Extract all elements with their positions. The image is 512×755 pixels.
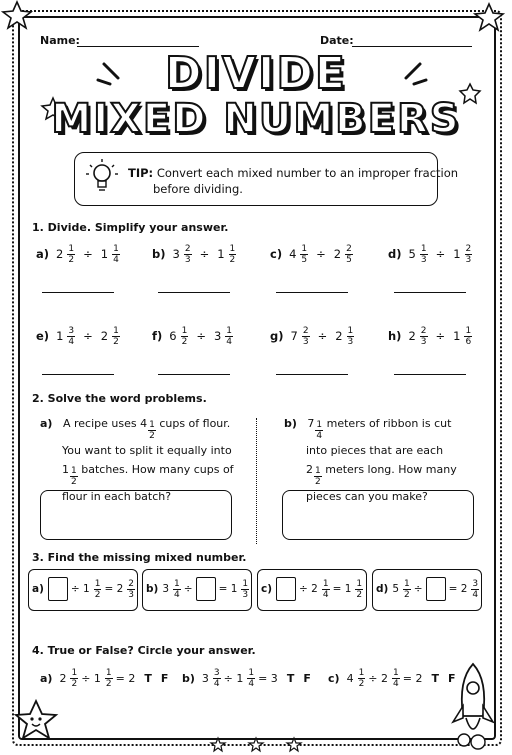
true-false-item: a) 2 $\frac{1}{2}$ ÷ 1 $\frac{1}{2}$ = 2 T F xyxy=(40,667,169,689)
fraction: $\frac{1}{2}$ xyxy=(94,578,101,600)
fraction: $\frac{1}{4}$ xyxy=(393,667,399,689)
fraction: $\frac{2}{3}$ xyxy=(128,578,135,600)
blank-box[interactable] xyxy=(196,577,216,601)
lightbulb-icon xyxy=(84,157,120,199)
answer-box-b[interactable] xyxy=(282,490,474,540)
section4-heading: 4. True or False? Circle your answer. xyxy=(32,644,256,657)
section1-heading: 1. Divide. Simplify your answer. xyxy=(32,221,229,234)
fraction: $\frac{1}{2}$ xyxy=(181,325,188,347)
star-icon xyxy=(2,0,32,30)
fraction: $\frac{1}{4}$ xyxy=(174,578,180,600)
division-problem: g) 7 $\frac{2}{3}$ ÷ 2 $\frac{1}{3}$ xyxy=(270,325,354,347)
fraction: $\frac{1}{2}$ xyxy=(358,667,365,689)
section2-heading: 2. Solve the word problems. xyxy=(32,392,207,405)
answer-line[interactable] xyxy=(276,374,348,375)
section3-heading: 3. Find the missing mixed number. xyxy=(32,551,247,564)
true-option[interactable]: T xyxy=(144,671,152,685)
fraction: $\frac{1}{4}$ xyxy=(248,667,255,689)
true-false-item: c) 4 $\frac{1}{2}$ ÷ 2 $\frac{1}{4}$ = 2 T F xyxy=(328,667,456,689)
fraction: $\frac{2}{3}$ xyxy=(302,325,309,347)
false-option[interactable]: F xyxy=(303,671,311,685)
fraction: $\frac{1}{3}$ xyxy=(242,578,249,600)
fraction: $\frac{1}{2}$ xyxy=(113,325,119,347)
fraction: $\frac{1}{2}$ xyxy=(105,667,112,689)
tip-text-line2: before dividing. xyxy=(153,182,243,196)
division-problem: h) 2 $\frac{2}{3}$ ÷ 1 $\frac{1}{6}$ xyxy=(388,325,472,347)
tip-text-line1: TIP: Convert each mixed number to an improper fraction xyxy=(128,166,459,180)
answer-line[interactable] xyxy=(394,292,466,293)
star-icon xyxy=(474,2,504,32)
fraction: $\frac{1}{4}$ xyxy=(322,578,329,600)
division-problem: a) 2 $\frac{1}{2}$ ÷ 1 $\frac{1}{4}$ xyxy=(36,243,119,265)
fraction: $\frac{1}{2}$ xyxy=(404,578,410,600)
divider xyxy=(256,418,257,544)
date-label: Date: xyxy=(320,34,354,47)
smiling-star-icon xyxy=(14,698,58,742)
answer-box-a[interactable] xyxy=(40,490,232,540)
word-problem-a: a) A recipe uses 4 $\frac{1}{2}$ cups of flour. You want to split it equally into 1 $\frac{1}{2}$ batches. How many cups of flour in each batch? xyxy=(40,417,234,503)
division-problem: b) 3 $\frac{2}{3}$ ÷ 1 $\frac{1}{2}$ xyxy=(152,243,236,265)
name-field[interactable] xyxy=(77,46,199,47)
answer-line[interactable] xyxy=(276,292,348,293)
division-problem: e) 1 $\frac{3}{4}$ ÷ 2 $\frac{1}{2}$ xyxy=(36,325,119,347)
blank-box[interactable] xyxy=(48,577,68,601)
title-line1: DIVIDE xyxy=(165,48,347,99)
missing-number-equation: b) 3 $\frac{1}{4}$ ÷ = 1 $\frac{1}{3}$ xyxy=(146,578,249,600)
answer-line[interactable] xyxy=(42,374,114,375)
fraction: $\frac{1}{2}$ xyxy=(229,243,236,265)
bottom-stars xyxy=(206,736,306,754)
name-label: Name: xyxy=(40,34,80,47)
division-problem: f) 6 $\frac{1}{2}$ ÷ 3 $\frac{1}{4}$ xyxy=(152,325,233,347)
fraction: $\frac{1}{4}$ xyxy=(226,325,233,347)
fraction: $\frac{1}{2}$ xyxy=(71,667,78,689)
missing-number-equation: c) ÷ 2 $\frac{1}{4}$ = 1 $\frac{1}{2}$ xyxy=(261,578,363,600)
missing-number-equation: d) 5 $\frac{1}{2}$ ÷ = 2 $\frac{3}{4}$ xyxy=(376,578,479,600)
rocket-icon xyxy=(448,660,498,752)
false-option[interactable]: F xyxy=(447,671,456,685)
true-option[interactable]: T xyxy=(431,671,439,685)
fraction: $\frac{2}{5}$ xyxy=(346,243,352,265)
fraction: $\frac{2}{3}$ xyxy=(465,243,472,265)
fraction: $\frac{2}{3}$ xyxy=(420,325,427,347)
fraction: $\frac{2}{3}$ xyxy=(184,243,191,265)
blank-box[interactable] xyxy=(276,577,296,601)
missing-number-equation: a) ÷ 1 $\frac{1}{2}$ = 2 $\frac{2}{3}$ xyxy=(32,578,135,600)
fraction: $\frac{3}{4}$ xyxy=(472,578,479,600)
blank-box[interactable] xyxy=(426,577,446,601)
fraction: $\frac{1}{4}$ xyxy=(113,243,119,265)
word-problem-b: b) 7 $\frac{1}{4}$ meters of ribbon is cut into pieces that are each 2 $\frac{1}{2}$ meters long. How many pieces can you make? xyxy=(284,417,457,503)
false-option[interactable]: F xyxy=(160,671,169,685)
answer-line[interactable] xyxy=(158,374,230,375)
title-line2: MIXED NUMBERS xyxy=(51,96,461,142)
fraction: $\frac{3}{4}$ xyxy=(68,325,75,347)
fraction: $\frac{1}{3}$ xyxy=(347,325,354,347)
true-option[interactable]: T xyxy=(286,671,295,685)
fraction: $\frac{1}{6}$ xyxy=(465,325,472,347)
division-problem: c) 4 $\frac{1}{5}$ ÷ 2 $\frac{2}{5}$ xyxy=(270,243,352,265)
fraction: $\frac{1}{3}$ xyxy=(420,243,427,265)
fraction: $\frac{1}{2}$ xyxy=(356,578,363,600)
fraction: $\frac{3}{4}$ xyxy=(213,667,220,689)
answer-line[interactable] xyxy=(42,292,114,293)
division-problem: d) 5 $\frac{1}{3}$ ÷ 1 $\frac{2}{3}$ xyxy=(388,243,472,265)
answer-line[interactable] xyxy=(394,374,466,375)
answer-line[interactable] xyxy=(158,292,230,293)
true-false-item: b) 3 $\frac{3}{4}$ ÷ 1 $\frac{1}{4}$ = 3 T F xyxy=(182,667,311,689)
fraction: $\frac{1}{5}$ xyxy=(301,243,308,265)
fraction: $\frac{1}{2}$ xyxy=(68,243,75,265)
date-field[interactable] xyxy=(352,46,472,47)
